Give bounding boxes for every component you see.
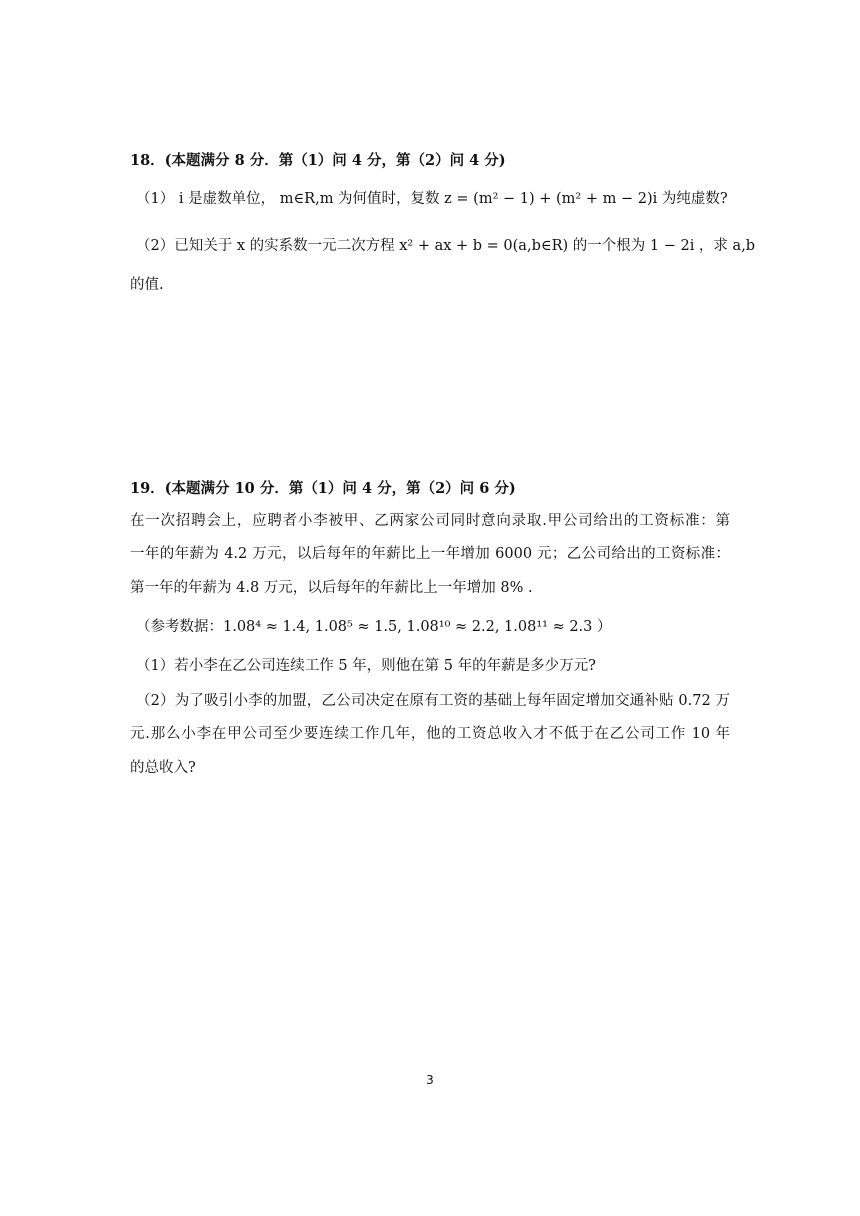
q19-body-line2: 一年的年薪为 4.2 万元，以后每年的年薪比上一年增加 6000 元；乙公司给出的工资标准： xyxy=(130,546,730,562)
page-number: 3 xyxy=(426,1073,434,1087)
q18-heading: 18．(本题满分 8 分．第（1）问 4 分，第（2）问 4 分) xyxy=(130,152,506,169)
q19-reference-data: （参考数据：1.08⁴ ≈ 1.4, 1.08⁵ ≈ 1.5, 1.08¹⁰ ≈ 2.2, 1.08¹¹ ≈ 2.3 ） xyxy=(136,619,612,635)
q18-part2-line1: （2）已知关于 x 的实系数一元二次方程 x² + ax + b = 0(a,b∈R) 的一个根为 1 − 2i ，求 a,b xyxy=(136,238,756,254)
q19-part1: （1）若小李在乙公司连续工作 5 年，则他在第 5 年的年薪是多少万元? xyxy=(136,658,596,674)
q18-part1: （1） i 是虚数单位， m∈R,m 为何值时，复数 z = (m² − 1) + (m² + m − 2)i 为纯虚数? xyxy=(136,191,728,207)
q19-part2-line2: 元.那么小李在甲公司至少要连续工作几年，他的工资总收入才不低于在乙公司工作 10 年 xyxy=(130,726,730,742)
q19-part2-line1: （2）为了吸引小李的加盟，乙公司决定在原有工资的基础上每年固定增加交通补贴 0.72 万 xyxy=(136,693,730,709)
q19-body-line1: 在一次招聘会上，应聘者小李被甲、乙两家公司同时意向录取.甲公司给出的工资标准：第 xyxy=(130,513,730,529)
q19-heading: 19．(本题满分 10 分．第（1）问 4 分，第（2）问 6 分) xyxy=(130,480,516,497)
q18-part2-line2: 的值. xyxy=(130,277,164,293)
q19-part2-line3: 的总收入? xyxy=(130,760,196,776)
q19-body-line3: 第一年的年薪为 4.8 万元，以后每年的年薪比上一年增加 8% . xyxy=(130,580,533,596)
